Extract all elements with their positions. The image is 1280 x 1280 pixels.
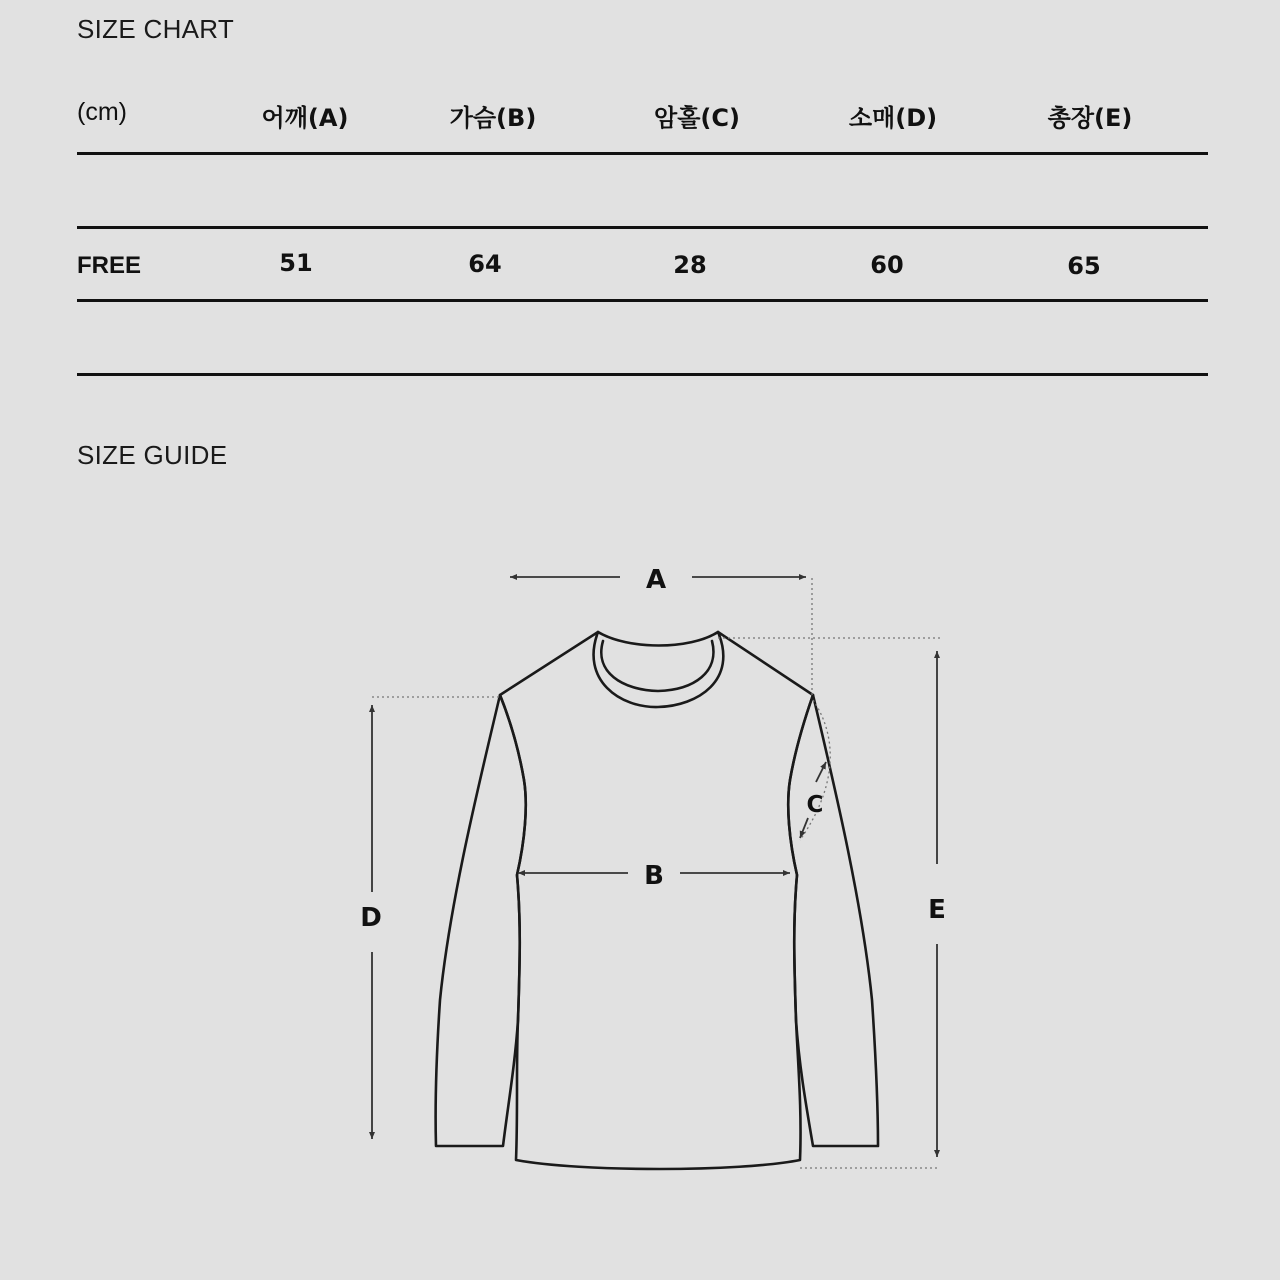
dimension-label-e: E xyxy=(928,895,946,925)
value-sleeve: 60 xyxy=(870,251,904,279)
size-guide-title: SIZE GUIDE xyxy=(77,440,228,470)
dimension-label-b: B xyxy=(644,861,664,891)
column-header-chest: 가슴(B) xyxy=(449,104,537,132)
right-sleeve-outline xyxy=(788,695,878,1146)
size-label-free: FREE xyxy=(77,252,142,279)
collar-outer xyxy=(594,632,724,707)
column-header-length: 총장(E) xyxy=(1047,104,1133,132)
unit-label: (cm) xyxy=(77,98,127,126)
value-shoulder: 51 xyxy=(279,249,313,277)
collar-inner xyxy=(601,641,713,691)
column-header-armhole: 암홀(C) xyxy=(654,104,740,132)
dimension-label-c: C xyxy=(806,792,824,818)
size-chart-title: SIZE CHART xyxy=(77,14,235,44)
armhole-arrow-down xyxy=(800,818,808,838)
left-sleeve-outline xyxy=(436,695,526,1146)
value-length: 65 xyxy=(1067,252,1101,280)
armhole-arrow-up xyxy=(816,762,826,782)
dimension-label-a: A xyxy=(645,565,667,595)
column-header-sleeve: 소매(D) xyxy=(848,104,938,132)
column-header-shoulder: 어깨(A) xyxy=(261,104,349,132)
dimension-label-d: D xyxy=(360,903,382,933)
value-armhole: 28 xyxy=(673,251,707,279)
body-outline xyxy=(500,632,813,1169)
value-chest: 64 xyxy=(468,250,502,278)
